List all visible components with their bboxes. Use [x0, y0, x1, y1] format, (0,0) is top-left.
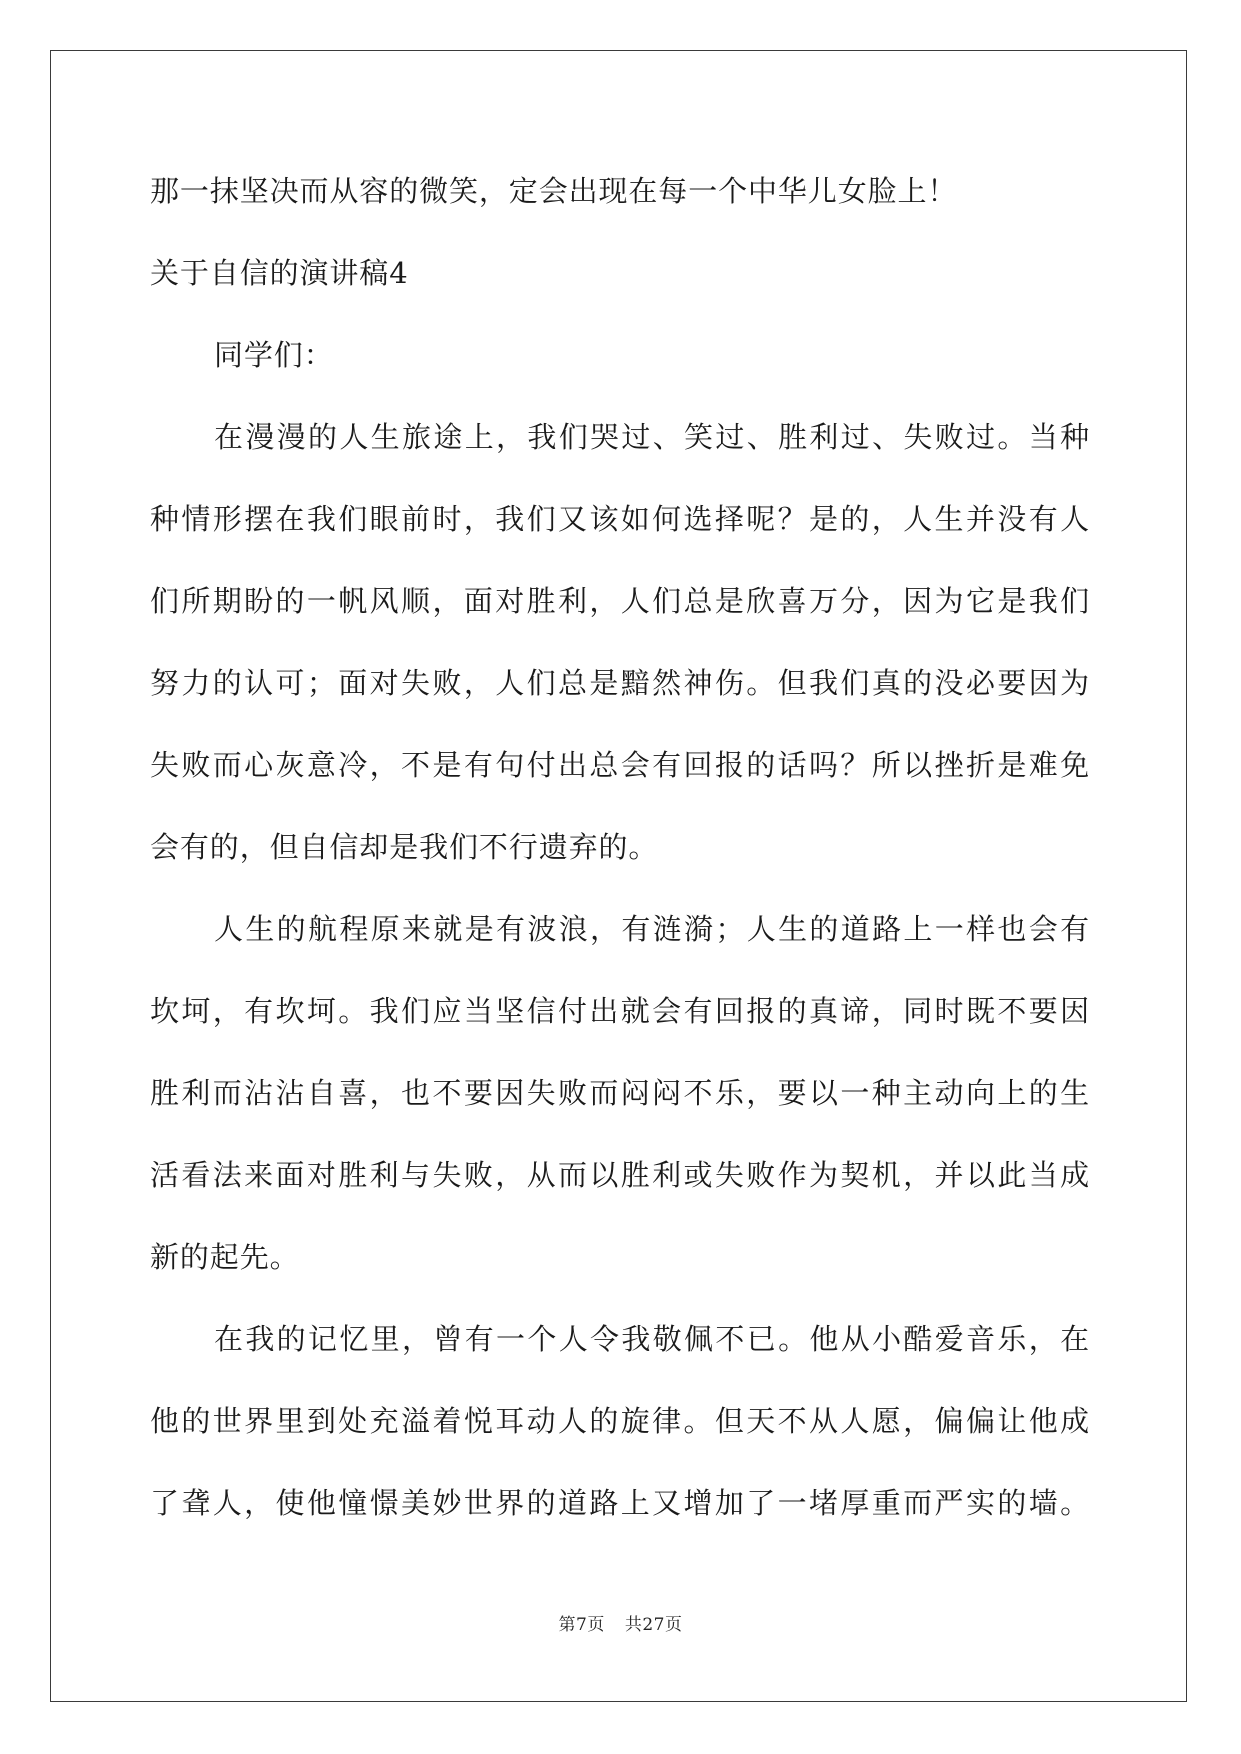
paragraph-line: 那一抹坚决而从容的微笑，定会出现在每一个中华儿女脸上！	[150, 174, 958, 208]
paragraph-line: 新的起先。	[150, 1240, 300, 1274]
paragraph-line: 们所期盼的一帆风顺，面对胜利，人们总是欣喜万分，因为它是我们	[150, 584, 1090, 618]
paragraph-line: 活看法来面对胜利与失败，从而以胜利或失败作为契机，并以此当成	[150, 1158, 1090, 1192]
paragraph-line: 失败而心灰意冷，不是有句付出总会有回报的话吗？所以挫折是难免	[150, 748, 1090, 782]
page-number: 第7页	[558, 1615, 605, 1635]
paragraph-line: 努力的认可；面对失败，人们总是黯然神伤。但我们真的没必要因为	[150, 666, 1090, 700]
section-heading: 关于自信的演讲稿4	[150, 256, 409, 290]
paragraph-line: 人生的航程原来就是有波浪，有涟漪；人生的道路上一样也会有	[214, 912, 1090, 946]
paragraph-line: 种情形摆在我们眼前时，我们又该如何选择呢？是的，人生并没有人	[150, 502, 1090, 536]
paragraph-line: 会有的，但自信却是我们不行遗弃的。	[150, 830, 659, 864]
page-footer	[0, 1610, 1241, 1635]
paragraph-line: 在我的记忆里，曾有一个人令我敬佩不已。他从小酷爱音乐，在	[214, 1322, 1090, 1356]
paragraph-line: 了聋人，使他憧憬美妙世界的道路上又增加了一堵厚重而严实的墙。	[150, 1486, 1090, 1520]
document-body	[150, 162, 1090, 1556]
salutation: 同学们：	[214, 338, 334, 372]
paragraph-line: 在漫漫的人生旅途上，我们哭过、笑过、胜利过、失败过。当种	[214, 420, 1090, 454]
paragraph-line: 他的世界里到处充溢着悦耳动人的旋律。但天不从人愿，偏偏让他成	[150, 1404, 1090, 1438]
page-total: 共27页	[624, 1615, 683, 1635]
paragraph-line: 胜利而沾沾自喜，也不要因失败而闷闷不乐，要以一种主动向上的生	[150, 1076, 1090, 1110]
paragraph-line: 坎坷，有坎坷。我们应当坚信付出就会有回报的真谛，同时既不要因	[150, 994, 1090, 1028]
